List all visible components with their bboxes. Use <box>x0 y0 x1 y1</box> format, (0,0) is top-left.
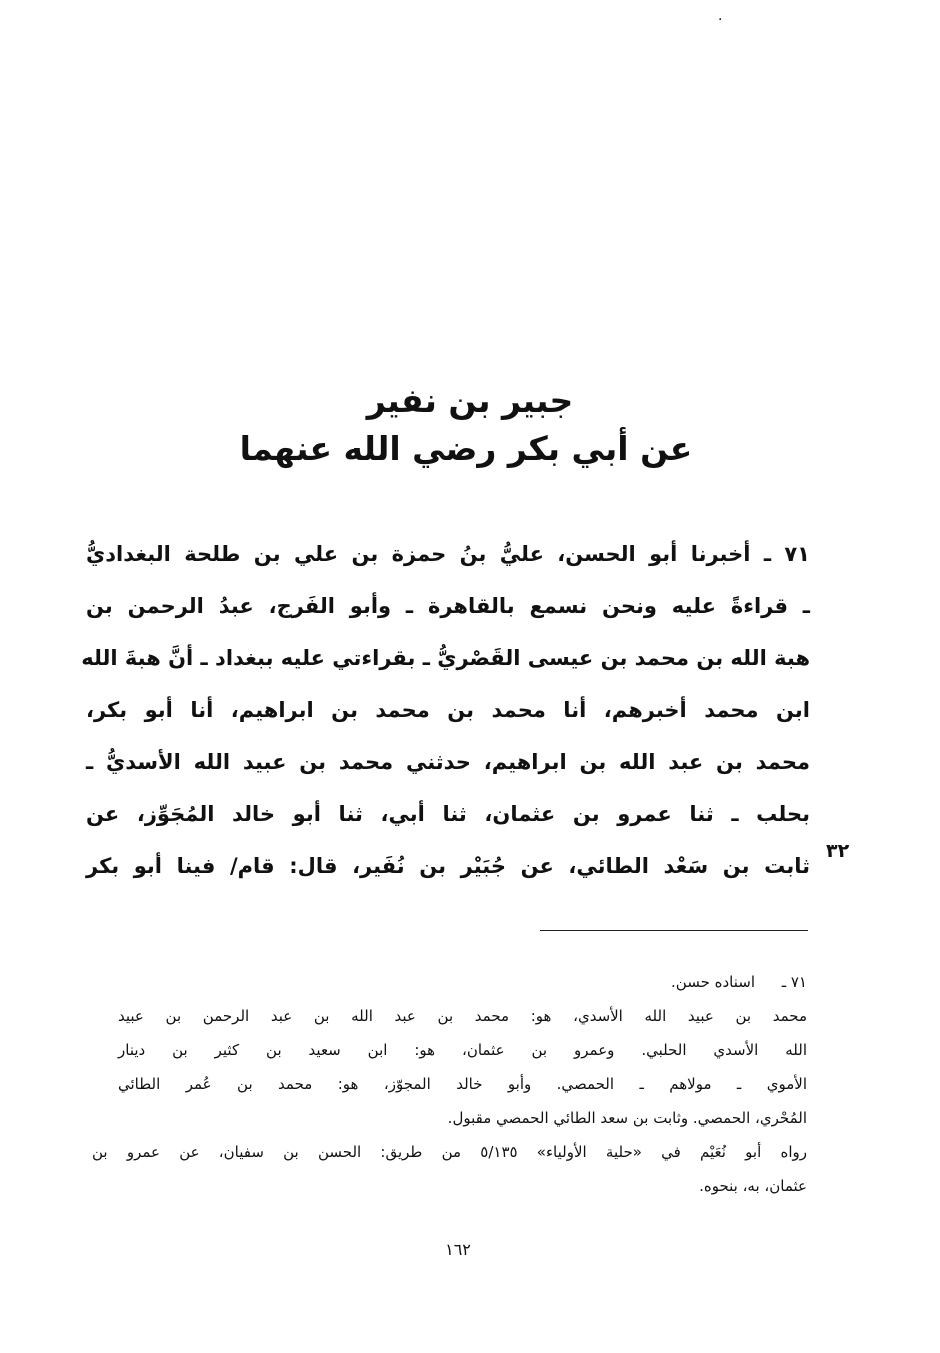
hadith-line-3: هبة الله بن محمد بن عيسى القَصْريُّ ـ بقراءتي عليه ببغداد ـ أنَّ هبةَ الله <box>81 646 810 670</box>
footnote-line-7: عثمان، به، بنحوه. <box>699 1177 807 1195</box>
footnote-line-3: الله الأسدي الحلبي. وعمرو بن عثمان، هو: ابن سعيد بن كثير بن دينار <box>118 1041 807 1059</box>
footnote-separator <box>540 930 808 931</box>
page-top-mark: · <box>718 12 723 28</box>
footnote-text-1: اسناده حسن. <box>671 973 755 991</box>
chapter-title-line-2: عن أبي بكر رضي الله عنهما <box>239 429 693 468</box>
hadith-line-6: بحلب ـ ثنا عمرو بن عثمان، ثنا أبي، ثنا أبو خالد المُجَوِّز، عن <box>86 802 810 826</box>
footnote-line-5: المُحْري، الحمصي. وثابت بن سعد الطائي الحمصي مقبول. <box>447 1109 807 1127</box>
chapter-title-line-1: جبير بن نفير <box>366 381 574 420</box>
hadith-line-2: ـ قراءةً عليه ونحن نسمع بالقاهرة ـ وأبو الفَرج، عبدُ الرحمن بن <box>86 594 810 618</box>
footnote-line-6: رواه أبو نُعَيْم في «حلية الأولياء» ٥/١٣٥ من طريق: الحسن بن سفيان، عن عمرو بن <box>92 1143 808 1161</box>
hadith-line-4: ابن محمد أخبرهم، أنا محمد بن محمد بن ابراهيم، أنا أبو بكر، <box>86 698 810 722</box>
hadith-text <box>81 528 810 892</box>
footnote-line-2: محمد بن عبيد الله الأسدي، هو: محمد بن عبد الله بن عبد الرحمن بن عبيد <box>118 1007 807 1025</box>
manuscript-folio-number: ٣٢ <box>826 840 850 862</box>
hadith-line-1: ٧١ ـ أخبرنا أبو الحسن، عليُّ بنُ حمزة بن علي بن طلحة البغداديُّ <box>86 542 810 566</box>
hadith-line-7: ثابت بن سَعْد الطائي، عن جُبَيْر بن نُفَير، قال: قام/ فينا أبو بكر <box>86 854 810 878</box>
footnote-line-4: الأموي ـ مولاهم ـ الحمصي. وأبو خالد المجوّز، هو: محمد بن عُمر الطائي <box>118 1075 807 1093</box>
footnote-number: ٧١ ـ <box>781 973 807 991</box>
page-number: ١٦٢ <box>445 1240 471 1259</box>
hadith-line-5: محمد بن عبد الله بن ابراهيم، حدثني محمد بن عبيد الله الأسديُّ ـ <box>86 750 810 774</box>
footnote-line-1 <box>92 965 807 999</box>
footnotes <box>92 965 807 1203</box>
